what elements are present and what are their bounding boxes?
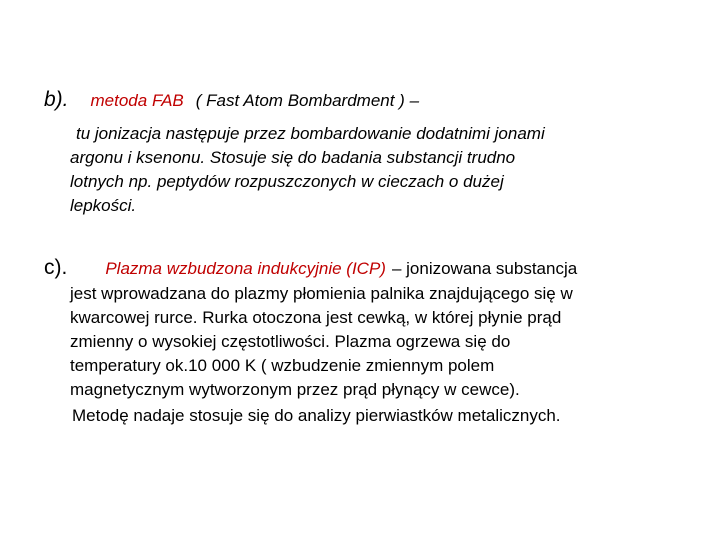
section-b-heading xyxy=(44,90,419,111)
section-c-method-name: Plazma wzbudzona indukcyjnie (ICP) xyxy=(105,259,386,278)
section-c-line-3: zmienny o wysokiej częstotliwości. Plazma ogrzewa się do xyxy=(70,332,511,351)
section-b-line-2: argonu i ksenonu. Stosuje się do badania substancji trudno xyxy=(70,148,516,167)
section-b-line-3: lotnych np. peptydów rozpuszczonych w cieczach o dużej xyxy=(70,172,504,191)
section-b-heading-rest: ( Fast Atom Bombardment ) – xyxy=(195,91,420,110)
section-c-line-5: magnetycznym wytworzonym przez prąd płynący w cewce). xyxy=(70,380,520,399)
section-c-line-4: temperatury ok.10 000 K ( wzbudzenie zmiennym polem xyxy=(70,356,495,375)
section-c-line-6: Metodę nadaje stosuje się do analizy pierwiastków metalicznych. xyxy=(72,406,561,425)
section-c-line-1: jest wprowadzana do plazmy płomienia palnika znajdującego się w xyxy=(70,284,573,303)
section-b-line-1: tu jonizacja następuje przez bombardowanie dodatnimi jonami xyxy=(76,124,545,143)
section-c-marker: c). xyxy=(44,256,68,279)
section-b-marker: b). xyxy=(44,88,69,111)
section-c-heading-rest: – jonizowana substancja xyxy=(391,259,578,278)
section-c-line-2: kwarcowej rurce. Rurka otoczona jest cewką, w której płynie prąd xyxy=(70,308,562,327)
section-b-line-4: lepkości. xyxy=(70,196,137,215)
section-c-heading xyxy=(44,258,577,279)
section-b-method-name: metoda FAB xyxy=(90,91,184,110)
